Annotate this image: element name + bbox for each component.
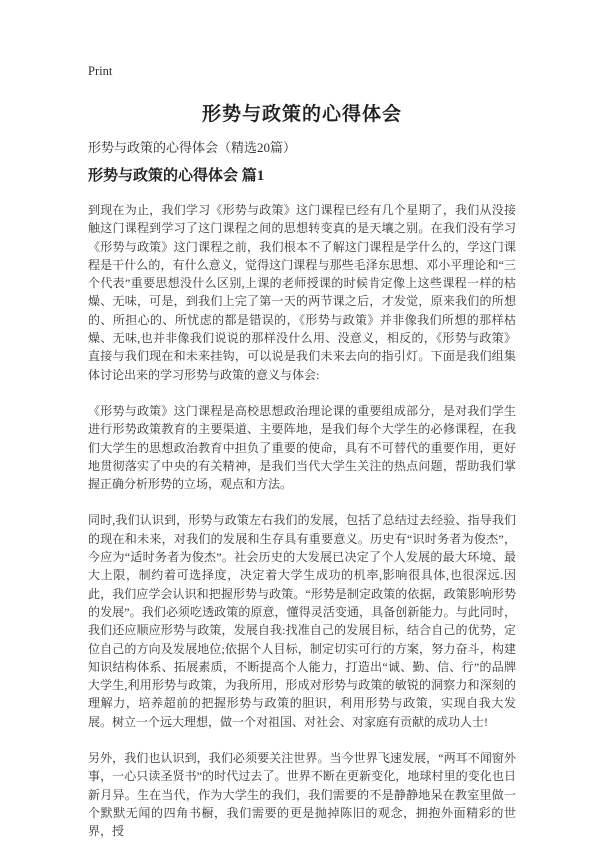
paragraph: 《形势与政策》这门课程是高校思想政治理论课的重要组成部分，是对我们学生进行形势政策教育的主要渠道、主要阵地，是我们每个大学生的必修课程，在我们大学生的思想政治教育中担负了重要的使命，具有不可替代的重要作用，更好地贯彻落实了中央的有关精神，是我们当代大学生关注的热点问题，帮助我们掌握正确分析形势的立场，观点和方法。 bbox=[88, 403, 516, 492]
paragraph: 同时,我们认识到，形势与政策左右我们的发展，包括了总结过去经验、指导我们的现在和未来，对我们的发展和生存具有重要意义。历史有“识时务者为俊杰”，今应为“适时务者为俊杰”。社会历史的大发展已决定了个人发展的最大环境、最大上限，制约着可选择度，决定着大学生成功的机率,影响很具体,也很深远.因此，我们应学会认识和把握形势与政策。“形势是制定政策的依据，政策影响形势的发展”。我们必须吃透政策的原意，懂得灵活变通，具备创新能力。与此同时，我们还应顺应形势与政策，发展自我:找准自己的发展目标，结合自己的优势，定位自己的方向及发展地位;依据个人目标，制定切实可行的方案，努力奋斗，构建知识结构体系、拓展素质，不断提高个人能力，打造出“诚、勤、信、行”的品牌大学生,利用形势与政策，为我所用，形成对形势与政策的敏锐的洞察力和深刻的理解力，培养超前的把握形势与政策的胆识，利用形势与政策，实现自我大发展。树立一个远大理想，做一个对祖国、对社会、对家庭有贡献的成功人士! bbox=[88, 513, 516, 729]
article-body bbox=[88, 201, 516, 841]
paragraph: 另外，我们也认识到，我们必须要关注世界。当今世界飞速发展，“两耳不闻窗外事，一心只读圣贤书”的时代过去了。世界不断在更新变化，地球村里的变化也日新月异。生在当代，作为大学生的我们，我们需要的不是静静地呆在教室里做一个默默无闻的四角书橱，我们需要的更是抛掉陈旧的观念，拥抱外面精彩的世界，授 bbox=[88, 751, 516, 839]
page-title: 形势与政策的心得体会 bbox=[201, 104, 402, 125]
print-link[interactable]: Print bbox=[88, 64, 113, 78]
document-subtitle: 形势与政策的心得体会（精选20篇） bbox=[88, 140, 297, 155]
paragraph: 到现在为止，我们学习《形势与政策》这门课程已经有几个星期了，我们从没接触这门课程到学习了这门课程之间的思想转变真的是天壤之别。在我们没有学习《形势与政策》这门课程之前，我们根本不了解这门课程是学什么的，学这门课程是干什么的，有什么意义，觉得这门课程与那些毛泽东思想、邓小平理论和“三个代表”重要思想没什么区别,上课的老师授课的时候肯定像上这些课程一样的枯燥、无味，可是，到我们上完了第一天的两节课之后，才发觉，原来我们的所想的、所担心的、所忧虑的都是错误的，《形势与政策》并非像我们所想的那样枯燥、无味,也并非像我们说说的那样没什么用、没意义，相反的，《形势与政策》直接与我们现在和未来挂钩，可以说是我们未来去向的指引灯。下面是我们组集体讨论出来的学习形势与政策的意义与体会: bbox=[88, 203, 516, 382]
section-heading: 形势与政策的心得体会 篇1 bbox=[88, 168, 265, 184]
